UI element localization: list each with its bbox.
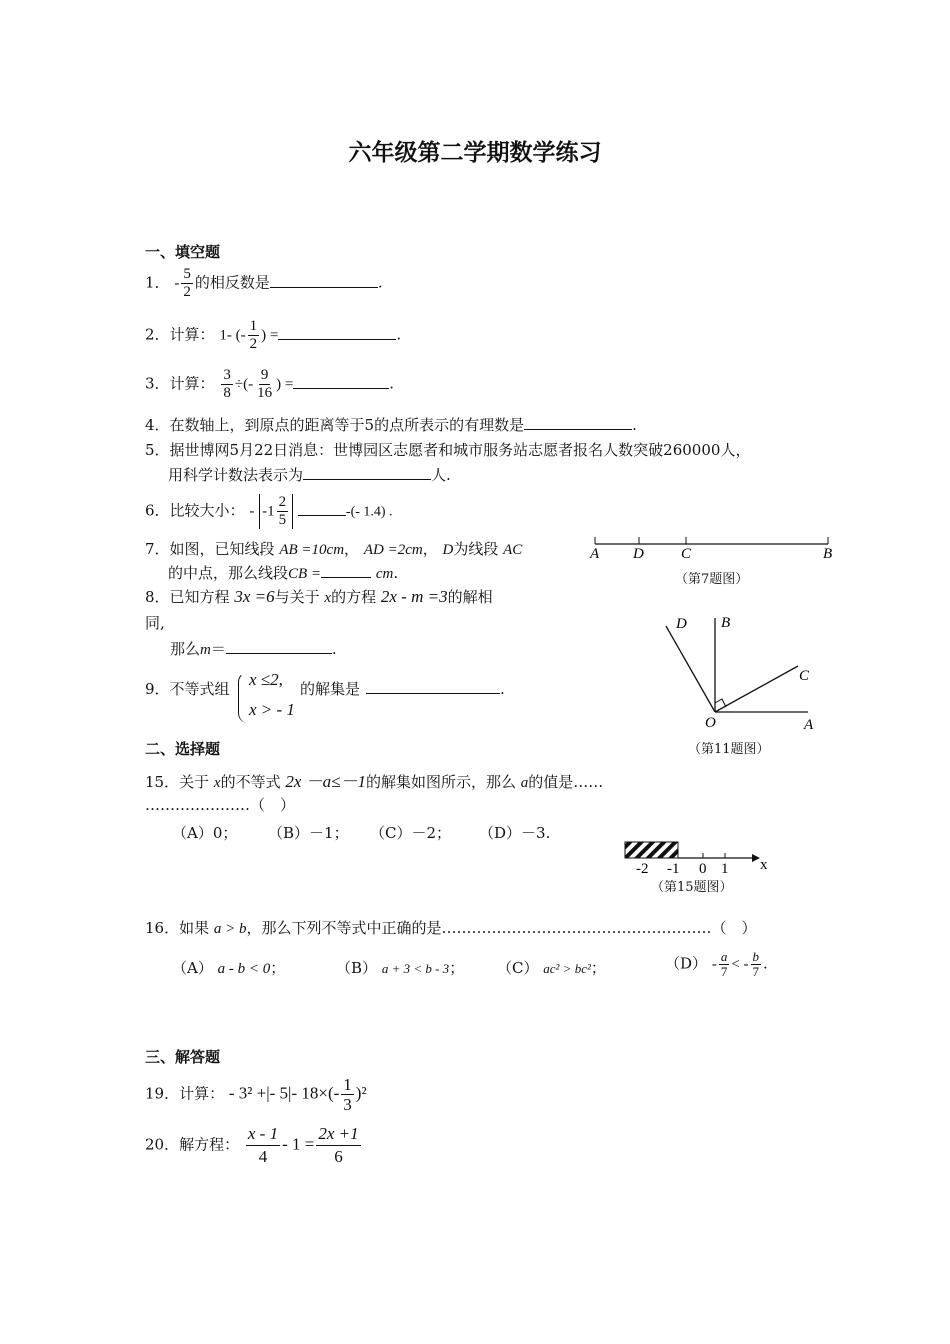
q4-text: 在数轴上，到原点的距离等于5的点所表示的有理数是 <box>169 416 525 434</box>
q7-sep2: ， <box>422 540 438 558</box>
q8-line3b: ＝ <box>210 640 226 658</box>
question-2 <box>145 318 401 353</box>
q3-frac1-den: 8 <box>223 385 231 401</box>
q8-number: 8． <box>145 588 170 606</box>
q15-option-a[interactable]: （A）0； <box>172 824 238 842</box>
q3-number: 3． <box>145 374 170 393</box>
label-b: B <box>721 615 731 631</box>
label-o: O <box>705 715 716 731</box>
q15-line1b: 的不等式 <box>220 773 281 791</box>
question-9-tail <box>300 678 505 699</box>
q3-frac2-den: 16 <box>257 385 273 401</box>
question-5 <box>145 439 750 460</box>
q8-line2: 同, <box>145 614 165 632</box>
q2-expr-a: 1- (- <box>219 327 246 344</box>
q15-a: a <box>520 775 529 791</box>
axis-arrow <box>752 854 760 862</box>
q16-line1b: ，那么下列不等式中正确的是 <box>246 919 442 937</box>
q7-line1a: 如图，已知线段 <box>169 540 275 558</box>
label-c: C <box>681 546 692 562</box>
q19-frac-den: 3 <box>343 1095 352 1114</box>
q6-frac-num: 2 <box>278 494 287 510</box>
q20-frac2-num: 2x +1 <box>316 1123 360 1146</box>
q15-number: 15． <box>145 773 180 791</box>
q16-opt-d-frac-b-num: b <box>752 949 760 964</box>
q6-minus: - <box>249 503 255 520</box>
q2-answer-blank[interactable] <box>278 325 396 340</box>
q19-expr-b: )² <box>355 1083 367 1103</box>
q16-opt-c-expr: ac² > bc² <box>543 961 591 976</box>
section-answer-heading: 三、解答题 <box>145 1048 221 1066</box>
label-d: D <box>676 616 687 632</box>
q1-number: 1． <box>145 273 170 292</box>
label-a: A <box>804 717 814 733</box>
q16-line1a: 如果 <box>179 919 210 937</box>
q16-opt-d-label: （D） <box>665 954 708 973</box>
section-fill-heading: 一、填空题 <box>145 243 221 261</box>
q8-line1c: 的方程 <box>331 588 377 606</box>
q9-number: 9． <box>145 680 170 698</box>
q9-ineq2: x > - 1 <box>249 700 295 719</box>
q16-opt-d-frac-a-num: a <box>720 949 728 964</box>
q6-label: 比较大小： <box>169 501 245 520</box>
q9-brace <box>238 672 249 723</box>
section-choice-heading: 二、选择题 <box>145 740 221 758</box>
tick-label-minus1: -1 <box>667 861 680 877</box>
q3-expr-b: ) = <box>276 376 294 393</box>
q7-d: D <box>442 542 454 558</box>
q6-int: -1 <box>262 503 275 520</box>
q20-mid: - 1 = <box>282 1134 315 1154</box>
q1-text: 的相反数是 <box>194 273 270 292</box>
q7-unit: cm <box>375 566 394 582</box>
q4-number: 4． <box>145 416 170 434</box>
q4-answer-blank[interactable] <box>524 415 632 430</box>
question-1 <box>145 266 383 301</box>
q19-label: 计算： <box>179 1084 225 1103</box>
q8-m: m <box>200 642 211 658</box>
q7-sep: ， <box>344 540 360 558</box>
q3-frac1-num: 3 <box>223 367 231 383</box>
q1-end: . <box>377 273 383 292</box>
q7-line2a: 的中点，那么线段 <box>168 564 289 582</box>
q7-ac: AC <box>503 542 523 558</box>
q3-answer-blank[interactable] <box>293 374 389 389</box>
q7-line1b: 为线段 <box>453 540 499 558</box>
q8-line1d: 的解相 <box>447 588 493 606</box>
q15-ineq: 2x －a≤－1 <box>285 772 366 791</box>
q8-x: x <box>324 590 332 606</box>
q6-rhs: -(- 1.4) . <box>345 504 393 520</box>
ray-oc <box>715 666 798 712</box>
q2-frac-num: 1 <box>249 318 258 334</box>
q19-frac-num: 1 <box>343 1075 352 1094</box>
q15-option-d[interactable]: （D）－3. <box>479 824 551 842</box>
q16-opt-b-expr: a + 3 < b - 3 <box>381 961 450 976</box>
q8-eq1: 3x =6 <box>234 587 275 606</box>
q16-cond: a > b <box>213 921 247 937</box>
label-c: C <box>799 668 810 684</box>
shaded-region <box>625 842 678 858</box>
q5-number: 5． <box>145 441 170 459</box>
q1-frac-den: 2 <box>183 284 191 300</box>
q20-frac1-den: 4 <box>258 1147 268 1166</box>
q19-number: 19． <box>145 1084 180 1103</box>
axis-label-x: x <box>760 857 768 873</box>
q16-opt-d-minus: - <box>711 956 717 973</box>
q16-opt-d-frac-b-den: 7 <box>752 964 760 979</box>
q6-answer-blank[interactable] <box>298 501 346 516</box>
q15-line1c: 的解集如图所示，那么 <box>366 773 517 791</box>
figure-15-caption: （第15题图） <box>651 880 733 895</box>
q2-frac-den: 2 <box>249 336 258 352</box>
q15-line1d: 的值是…… <box>528 773 604 791</box>
q7-ab: AB =10cm <box>279 542 345 558</box>
q3-label: 计算： <box>169 374 215 393</box>
figure-11-caption: （第11题图） <box>688 742 770 757</box>
right-angle-mark <box>715 699 726 707</box>
q16-opt-d-mid: < - <box>731 956 749 973</box>
q5-unit: 人. <box>431 466 451 484</box>
q3-op: ÷(- <box>234 376 254 393</box>
q15-x: x <box>213 775 221 791</box>
q8-end: . <box>331 640 337 658</box>
question-3 <box>145 367 394 402</box>
q8-line3a: 那么 <box>170 640 201 658</box>
question-7 <box>145 538 522 559</box>
ray-od <box>666 626 715 712</box>
q2-expr-b: ) = <box>261 327 279 344</box>
q7-number: 7． <box>145 540 170 558</box>
question-19 <box>145 1075 367 1114</box>
q9-answer-blank[interactable] <box>366 679 500 694</box>
tick-label-1: 1 <box>721 861 729 877</box>
label-a: A <box>590 546 600 562</box>
q15-line2: …………………（ ） <box>145 796 296 814</box>
q16-opt-a-expr: a - b < 0 <box>217 961 271 977</box>
q15-option-b[interactable]: （B）－1； <box>268 824 349 842</box>
q19-expr-a: - 3² +|- 5|- 18×(- <box>228 1083 340 1103</box>
tick-label-minus2: -2 <box>636 861 649 877</box>
q8-eq2: 2x - m =3 <box>380 587 448 606</box>
q16-dots: ………………………………………………（ ） <box>441 919 757 937</box>
q9-ineq1: x ≤2, <box>249 670 283 689</box>
q7-cb: CB = <box>288 566 322 582</box>
question-9 <box>145 678 230 699</box>
q7-ad: AD =2cm <box>363 542 423 558</box>
q16-option-a[interactable] <box>172 957 285 978</box>
question-7-line2 <box>168 562 398 583</box>
q2-end: . <box>396 325 402 344</box>
q8-answer-blank[interactable] <box>226 639 332 654</box>
figure-15-number-line <box>620 838 780 878</box>
q16-option-c[interactable] <box>497 957 606 978</box>
question-20 <box>145 1123 363 1168</box>
question-8 <box>145 586 493 607</box>
q16-opt-d-end: . <box>763 954 768 973</box>
q5-line1: 据世博网5月22日消息：世博园区志愿者和城市服务站志愿者报名人数突破260000人， <box>169 441 751 459</box>
q9-end: . <box>500 680 505 698</box>
figure-7-caption: （第7题图） <box>675 572 749 587</box>
q2-label: 计算： <box>169 325 215 344</box>
q16-opt-c-label: （C） <box>497 959 539 977</box>
q5-line2: 用科学计数法表示为 <box>168 466 304 484</box>
q20-frac1-num: x - 1 <box>246 1123 280 1146</box>
q6-number: 6． <box>145 501 170 520</box>
q16-option-d[interactable] <box>665 950 768 979</box>
question-5-line2 <box>168 464 451 485</box>
q9-text: 的解集是 <box>300 680 361 698</box>
q3-end: . <box>389 374 395 393</box>
tick-label-0: 0 <box>699 861 707 877</box>
q1-minus: - <box>174 275 180 292</box>
q3-frac2-num: 9 <box>260 367 269 383</box>
q16-opt-d-frac-a-den: 7 <box>720 964 728 979</box>
q16-number: 16． <box>145 919 180 937</box>
q8-line1b: 与关于 <box>274 588 320 606</box>
question-8-line3 <box>170 638 337 659</box>
q4-end: . <box>632 416 637 434</box>
label-b: B <box>823 546 833 562</box>
q16-opt-a-label: （A） <box>172 959 213 977</box>
q16-opt-c-end: ； <box>590 959 606 977</box>
page-title: 六年级第二学期数学练习 <box>348 140 602 166</box>
q16-option-b[interactable] <box>336 957 464 978</box>
q20-label: 解方程： <box>179 1135 240 1154</box>
q7-answer-blank[interactable] <box>321 563 371 578</box>
q16-opt-a-end: ； <box>270 959 286 977</box>
q1-frac-num: 5 <box>183 266 191 282</box>
question-6 <box>145 494 393 529</box>
q1-answer-blank[interactable] <box>270 273 378 288</box>
q16-opt-b-end: ； <box>449 959 465 977</box>
q6-frac-den: 5 <box>278 512 287 528</box>
q7-end: . <box>393 564 399 582</box>
question-4 <box>145 414 637 435</box>
q15-line1a: 关于 <box>179 773 210 791</box>
q20-frac2-den: 6 <box>334 1147 343 1166</box>
question-15 <box>145 767 603 792</box>
q6-abs-value <box>259 494 293 529</box>
q15-option-c[interactable]: （C）－2； <box>370 824 452 842</box>
q20-number: 20． <box>145 1135 180 1154</box>
question-16 <box>145 917 757 938</box>
q16-opt-b-label: （B） <box>336 959 378 977</box>
q2-number: 2． <box>145 325 170 344</box>
q9-label: 不等式组 <box>169 680 230 698</box>
label-d: D <box>633 546 644 562</box>
q5-answer-blank[interactable] <box>303 465 431 480</box>
q8-line1a: 已知方程 <box>169 588 230 606</box>
figure-11-angles <box>660 608 840 736</box>
